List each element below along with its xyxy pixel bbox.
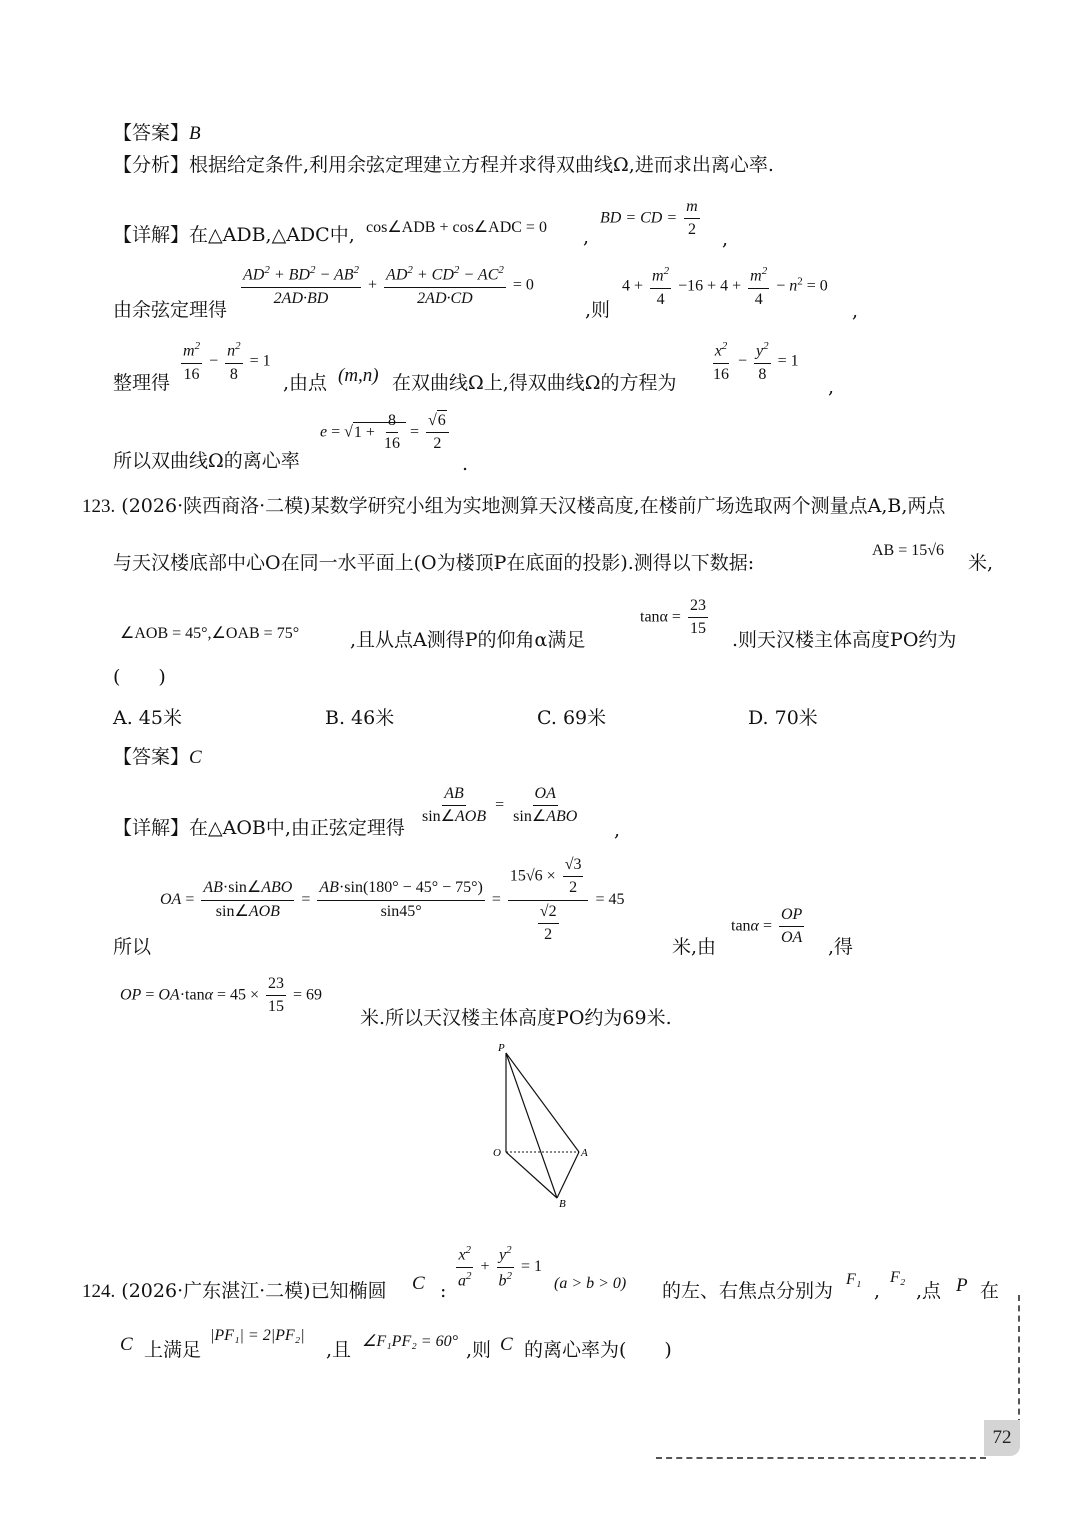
- then-label: ,则: [466, 1339, 492, 1361]
- comma: ,: [583, 226, 590, 248]
- mi-you: 米,由: [672, 936, 717, 958]
- ellipse-c-2: C: [120, 1334, 133, 1355]
- question-124-text-c: ,点: [916, 1280, 942, 1302]
- n2-over-8: $\frac{n^2}{8}$: [227, 340, 241, 383]
- x2-over-16: $\frac{x^2}{16}$: [713, 340, 729, 383]
- comma: ,: [614, 819, 621, 841]
- cos-sum-eq: cos∠ADB + cos∠ADC = 0: [366, 219, 547, 236]
- detail-label: 【详解】: [113, 817, 190, 839]
- question-text: 已知椭圆: [310, 1280, 387, 1302]
- y2-over-8: $\frac{y^2}{8}$: [756, 340, 769, 383]
- question-124-text-d: 在: [980, 1280, 1000, 1302]
- condition: (a > b > 0): [554, 1275, 627, 1292]
- question-text: 某数学研究小组为实地测算天汉楼高度,在楼前广场选取两个测量点A,B,两点: [310, 495, 946, 517]
- on-hyperbola: 在双曲线Ω上,得双曲线Ω的方程为: [392, 372, 677, 394]
- dashed-border-right: [1018, 1295, 1020, 1425]
- frac-adc: $\frac{AD^2 + CD^2 - AC^2}{2AD\cdot CD}$: [386, 264, 504, 307]
- angle-condition: ∠F₁PF₂ = 60°: [362, 1333, 458, 1350]
- detail-label: 【详解】: [113, 224, 190, 246]
- option-b: B. 46米: [325, 707, 395, 729]
- question-124-text-e: 上满足: [144, 1339, 202, 1361]
- comma: ,: [874, 1280, 881, 1302]
- question-124-text-b: 的左、右焦点分别为: [662, 1280, 834, 1302]
- comma: ,: [722, 228, 729, 250]
- x2-over-a2: $\frac{x^2}{a^2}$: [458, 1244, 472, 1290]
- ab-over-sin: $\frac{AB}{\text{sin∠AOB}}$: [422, 785, 487, 826]
- m-over-2: [684, 198, 700, 240]
- label-a: A: [581, 1147, 588, 1159]
- oa-calc: OA = $\frac{\text{AB·sin∠ABO}}{\text{sin∠AOB}}$ = $\frac{AB\cdot\sin(180^\circ - 45^\circ - 75^\circ)}{\sin 45^\circ}$ = 15√6 × $\frac{√3}{2}$ $\frac{√2}{2}$ = 45: [160, 856, 625, 944]
- detail-line-123: [113, 819, 405, 838]
- answer-line-122: [113, 124, 201, 143]
- pyramid-figure: [490, 1040, 600, 1215]
- m2-over-16: $\frac{m^2}{16}$: [183, 340, 201, 383]
- law-cos-label: 由余弦定理得: [113, 299, 228, 321]
- question-123-line1: [82, 497, 945, 516]
- denominator: 15: [689, 620, 706, 638]
- point-p: P: [956, 1275, 968, 1296]
- sqrt6-over-2: $\frac{√6}{2}$: [426, 412, 449, 454]
- period: .: [462, 453, 469, 475]
- angle-data: ∠AOB = 45°,∠OAB = 75°: [120, 625, 300, 642]
- detail-text: 在△AOB中,由正弦定理得: [189, 817, 405, 839]
- comma: ,: [828, 376, 835, 398]
- ellipse-c-3: C: [500, 1334, 513, 1355]
- comma: ,: [852, 300, 859, 322]
- tan-label: tanα =: [640, 608, 681, 626]
- 23-over-15: [688, 597, 708, 639]
- law-cos-formula: $\frac{AD^2 + BD^2 - AB^2}{2AD\cdot BD}$ + $\frac{AD^2 + CD^2 - AC^2}{2AD\cdot CD}$ = 0: [243, 264, 534, 307]
- dashed-border-bottom: [656, 1457, 986, 1459]
- question-124-line1: [82, 1282, 387, 1301]
- frac-oa2: $\frac{AB\cdot\sin(180^\circ - 45^\circ - 75^\circ)}{\sin 45^\circ}$: [319, 879, 483, 920]
- question-number: 123.: [82, 496, 116, 517]
- analysis-line-122: [113, 156, 774, 175]
- frac-oa3: 15√6 × $\frac{√3}{2}$ $\frac{√2}{2}$: [508, 856, 589, 945]
- op-calc: OP = OA·tanα = 45 × $\frac{23}{15}$ = 69: [120, 975, 323, 1016]
- question-number: 124.: [82, 1281, 116, 1302]
- oa-over-sin: $\frac{OA}{\text{sin∠ABO}}$: [513, 785, 578, 826]
- m2-over-4: $\frac{m^2}{4}$: [750, 265, 768, 308]
- tan-op-oa: tanα = $\frac{OP}{OA}$: [731, 906, 803, 947]
- tan-alpha: [640, 597, 711, 639]
- answer-line-123: [113, 748, 202, 767]
- label-b: B: [559, 1198, 566, 1210]
- colon: :: [440, 1280, 447, 1302]
- frac-oa1: $\frac{\text{AB·sin∠ABO}}{\text{sin∠AOB}}$: [203, 879, 293, 920]
- ecc-label: 所以双曲线Ω的离心率: [113, 450, 300, 472]
- denominator: 2: [687, 221, 696, 239]
- and-label: ,且: [326, 1339, 352, 1361]
- y2-over-b2: $\frac{y^2}{b^2}$: [498, 1244, 513, 1290]
- de-label: ,得: [828, 936, 854, 958]
- option-c: C. 69米: [537, 707, 607, 729]
- focus-f2: F₂: [890, 1269, 906, 1286]
- ellipse-eq: $\frac{x^2}{a^2}$ + $\frac{y^2}{b^2}$ = 1: [458, 1244, 543, 1290]
- question-123-line3b: .则天汉楼主体高度PO约为: [732, 629, 957, 651]
- numerator: m: [684, 198, 700, 219]
- then-label: ,则: [585, 299, 611, 321]
- point-mn: (m,n): [338, 365, 379, 386]
- 8-over-16: $\frac{8}{16}$: [383, 412, 400, 453]
- reorg-label: 整理得: [113, 372, 171, 394]
- law-sines: $\frac{AB}{\text{sin∠AOB}}$ = $\frac{OA}{\text{sin∠ABO}}$: [422, 785, 578, 826]
- reorg-eq: $\frac{m^2}{16}$ − $\frac{n^2}{8}$ = 1: [183, 340, 271, 383]
- question-123-line3: ,且从点A测得P的仰角α满足: [350, 629, 586, 651]
- detail-line-122: [113, 226, 355, 245]
- ellipse-c: C: [412, 1273, 425, 1294]
- detail-text: 在△ADB,△ADC中,: [189, 224, 355, 246]
- answer-label: 【答案】: [113, 746, 190, 768]
- bd-cd-label: BD = CD =: [600, 209, 678, 227]
- bd-cd-eq: [600, 198, 703, 240]
- m2-over-4: $\frac{m^2}{4}$: [652, 265, 670, 308]
- hyperbola-eq: $\frac{x^2}{16}$ − $\frac{y^2}{8}$ = 1: [713, 340, 799, 383]
- by-point: ,由点: [283, 372, 328, 394]
- ecc-eq: e = √1 + $\frac{8}{16}$ = $\frac{√6}{2}$: [320, 412, 452, 454]
- option-a: A. 45米: [113, 707, 182, 729]
- frac-adb: $\frac{AD^2 + BD^2 - AB^2}{2AD\cdot BD}$: [243, 264, 360, 307]
- analysis-label: 【分析】: [113, 154, 190, 176]
- question-123-line2: 与天汉楼底部中心O在同一水平面上(O为楼顶P在底面的投影).测得以下数据:: [113, 552, 755, 574]
- option-d: D. 70米: [748, 707, 818, 729]
- page-number: 72: [984, 1420, 1020, 1456]
- question-124-text-f: 的离心率为( ): [524, 1339, 672, 1361]
- op-over-oa: $\frac{OP}{OA}$: [780, 906, 803, 947]
- numerator: 23: [688, 597, 708, 618]
- answer-label: 【答案】: [113, 122, 190, 144]
- focus-f1: F₁: [846, 1271, 862, 1288]
- question-source: (2026·陕西商洛·二模): [121, 495, 311, 517]
- analysis-text: 根据给定条件,利用余弦定理建立方程并求得双曲线Ω,进而求出离心率.: [189, 154, 774, 176]
- ab-value: AB = 15√6: [872, 542, 945, 559]
- 23-over-15: $\frac{23}{15}$: [268, 975, 285, 1016]
- final-text: 米.所以天汉楼主体高度PO约为69米.: [360, 1007, 672, 1029]
- label-p: P: [498, 1042, 505, 1054]
- answer-value: B: [189, 123, 201, 144]
- pf-condition: |PF₁| = 2|PF₂|: [210, 1327, 305, 1344]
- so-label: 所以: [113, 936, 152, 958]
- label-o: O: [493, 1147, 501, 1159]
- expand-eq: 4 + $\frac{m^2}{4}$ −16 + 4 + $\frac{m^2}{4}$ − $n^2 = 0$: [622, 265, 828, 308]
- unit-mi: 米,: [968, 552, 994, 574]
- question-source: (2026·广东湛江·二模): [121, 1280, 311, 1302]
- answer-value: C: [189, 747, 202, 768]
- answer-paren: ( ): [113, 666, 166, 688]
